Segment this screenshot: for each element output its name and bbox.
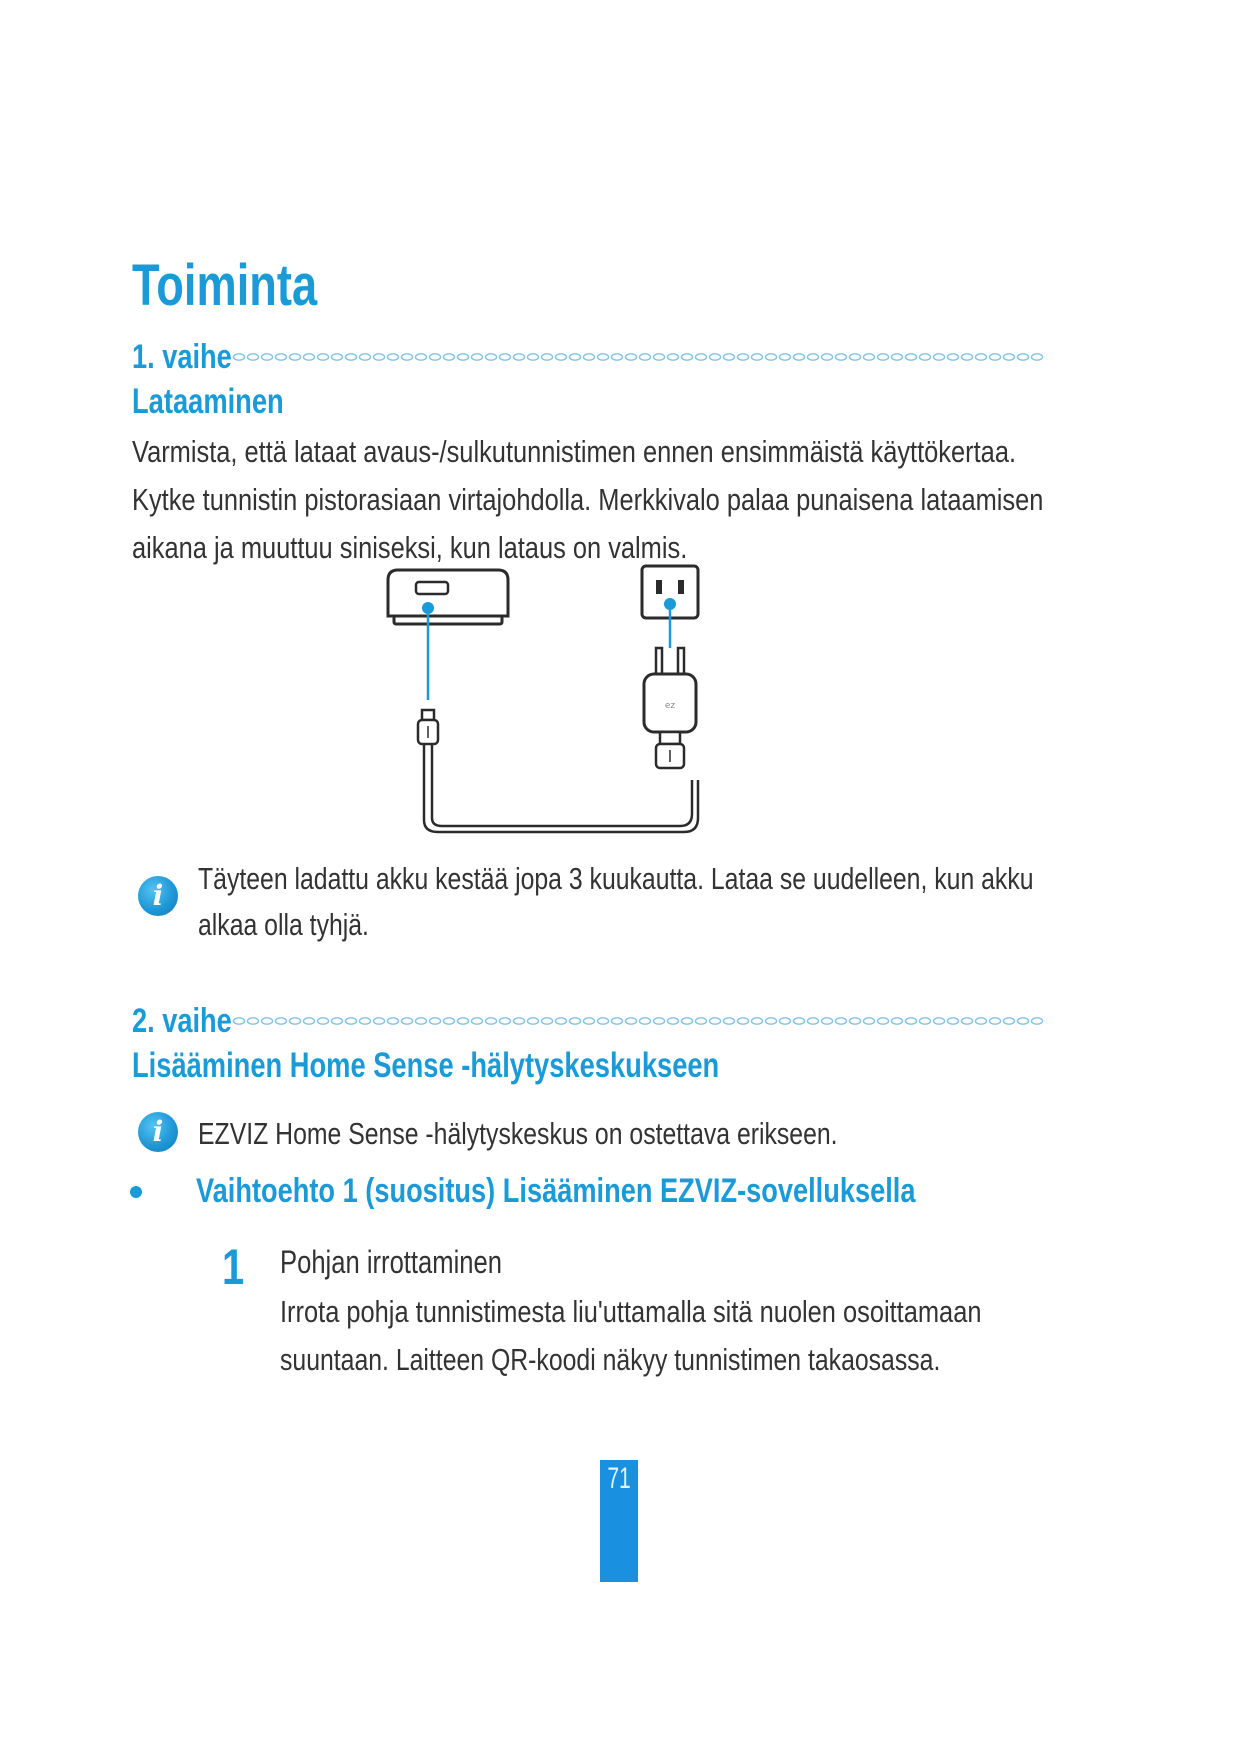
step-1-heading: Lataaminen: [132, 382, 284, 421]
substep-title: Pohjan irrottaminen: [280, 1244, 502, 1280]
step-1-note: [198, 856, 1241, 948]
step-1-divider: [232, 350, 1044, 364]
substep-body: [280, 1288, 1135, 1384]
step-1-label: 1. vaihe: [132, 338, 232, 376]
body-line: aikana ja muuttuu siniseksi, kun lataus on valmis.: [132, 530, 688, 565]
body-line: Varmista, että lataat avaus-/sulkutunnistimen ennen ensimmäistä käyttökertaa.: [132, 434, 1017, 469]
power-adapter-icon: [644, 648, 696, 768]
wall-socket-icon: [642, 566, 698, 648]
info-icon: i: [138, 876, 178, 916]
step-2-heading: Lisääminen Home Sense -hälytyskeskukseen: [132, 1046, 720, 1085]
svg-text:ez: ez: [664, 701, 676, 711]
note-line: Täyteen ladattu akku kestää jopa 3 kuukautta. Lataa se uudelleen, kun akku: [198, 861, 1034, 896]
substep-number: 1: [222, 1239, 245, 1295]
step-2-note: [198, 1110, 997, 1158]
bullet-dot: [130, 1186, 142, 1198]
page-number: 71: [607, 1462, 631, 1495]
body-line: Irrota pohja tunnistimesta liu'uttamalla sitä nuolen osoittamaan: [280, 1294, 982, 1329]
page-title: Toiminta: [132, 253, 318, 318]
body-line: Kytke tunnistin pistorasiaan virtajohdolla. Merkkivalo palaa punaisena lataamisen: [132, 482, 1044, 517]
usb-cable-plug-icon: [418, 710, 438, 744]
body-line: suuntaan. Laitteen QR-koodi näkyy tunnistimen takaosassa.: [280, 1342, 941, 1377]
step-2-label: 2. vaihe: [132, 1002, 232, 1040]
info-icon: i: [138, 1112, 178, 1152]
note-line: EZVIZ Home Sense -hälytyskeskus on ostettava erikseen.: [198, 1116, 838, 1151]
note-line: alkaa olla tyhjä.: [198, 907, 369, 942]
sensor-device-icon: [388, 570, 508, 700]
charging-illustration: [380, 560, 800, 850]
step-1-body: [132, 428, 1241, 572]
step-2-divider: [232, 1014, 1044, 1028]
option-heading: Vaihtoehto 1 (suositus) Lisääminen EZVIZ-sovelluksella: [196, 1172, 916, 1210]
